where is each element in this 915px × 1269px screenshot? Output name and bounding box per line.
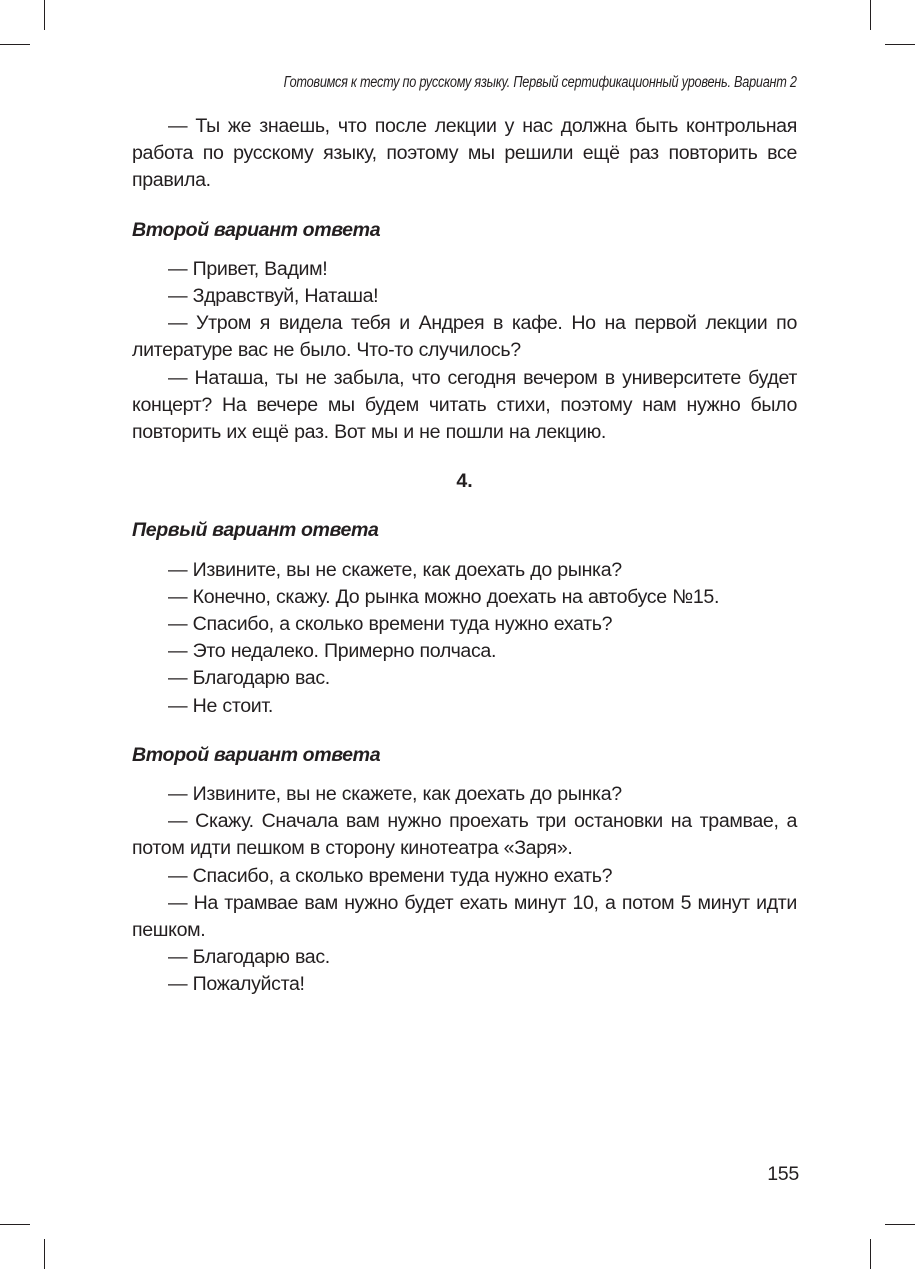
page-number: 155	[767, 1163, 799, 1185]
section-heading-second-variant: Второй вариант ответа	[132, 218, 381, 241]
running-header: Готовимся к тесту по русскому языку. Первый сертификационный уровень. Вариант 2	[283, 74, 797, 91]
spacer	[132, 244, 797, 256]
dialogue-line: — Спасибо, а сколько времени туда нужно ехать?	[168, 864, 613, 887]
crop-mark-bottom-left-vertical	[44, 1239, 45, 1269]
dialogue-line: — Конечно, скажу. До рынка можно доехать на автобусе №15.	[168, 585, 720, 608]
dialogue-line: — Пожалуйста!	[168, 973, 305, 996]
dialogue-line: — Благодарю вас.	[168, 667, 330, 690]
dialogue-line: — На трамвае вам нужно будет ехать минут 10, а потом 5 минут идти пешком.	[132, 891, 797, 942]
dialogue-line: — Наташа, ты не забыла, что сегодня вечером в университете будет концерт? На вечере мы будем читать стихи, поэтому нам нужно было повторить их ещё раз. Вот мы и не пошли на лекцию.	[132, 366, 797, 444]
section-heading-second-variant-2: Второй вариант ответа	[132, 743, 381, 766]
section-heading-first-variant: Первый вариант ответа	[132, 519, 379, 542]
dialogue-line: — Извините, вы не скажете, как доехать до рынка?	[168, 558, 622, 581]
intro-paragraph: — Ты же знаешь, что после лекции у нас должна быть контрольная работа по русскому языку, поэтому мы решили ещё раз повторить все правила.	[132, 115, 797, 192]
crop-mark-top-left-horizontal	[0, 44, 30, 45]
crop-mark-bottom-right-vertical	[870, 1239, 871, 1269]
crop-mark-bottom-right-horizontal	[885, 1224, 915, 1225]
spacer	[132, 446, 797, 468]
spacer	[132, 769, 797, 781]
spacer	[132, 195, 797, 217]
spacer	[132, 495, 797, 517]
crop-mark-top-right-horizontal	[885, 44, 915, 45]
crop-mark-top-left-vertical	[44, 0, 45, 30]
dialogue-line: — Не стоит.	[168, 694, 273, 717]
dialogue-line: — Утром я видела тебя и Андрея в кафе. Но на первой лекции по литературе вас не было. Что-то случилось?	[132, 312, 797, 362]
dialogue-line: — Благодарю вас.	[168, 946, 330, 969]
crop-mark-bottom-left-horizontal	[0, 1224, 30, 1225]
dialogue-line: — Привет, Вадим!	[168, 257, 328, 280]
dialogue-line: — Здравствуй, Наташа!	[168, 285, 379, 308]
page-body	[132, 113, 797, 999]
spacer	[132, 545, 797, 557]
dialogue-line: — Это недалеко. Примерно полчаса.	[168, 640, 497, 663]
spacer	[132, 720, 797, 742]
dialogue-line: — Скажу. Сначала вам нужно проехать три остановки на трамвае, а потом идти пешком в сторону кинотеатра «Заря».	[132, 810, 797, 860]
task-number: 4.	[456, 470, 473, 493]
crop-mark-top-right-vertical	[870, 0, 871, 30]
dialogue-line: — Извините, вы не скажете, как доехать до рынка?	[168, 783, 622, 806]
dialogue-line: — Спасибо, а сколько времени туда нужно ехать?	[168, 613, 613, 636]
